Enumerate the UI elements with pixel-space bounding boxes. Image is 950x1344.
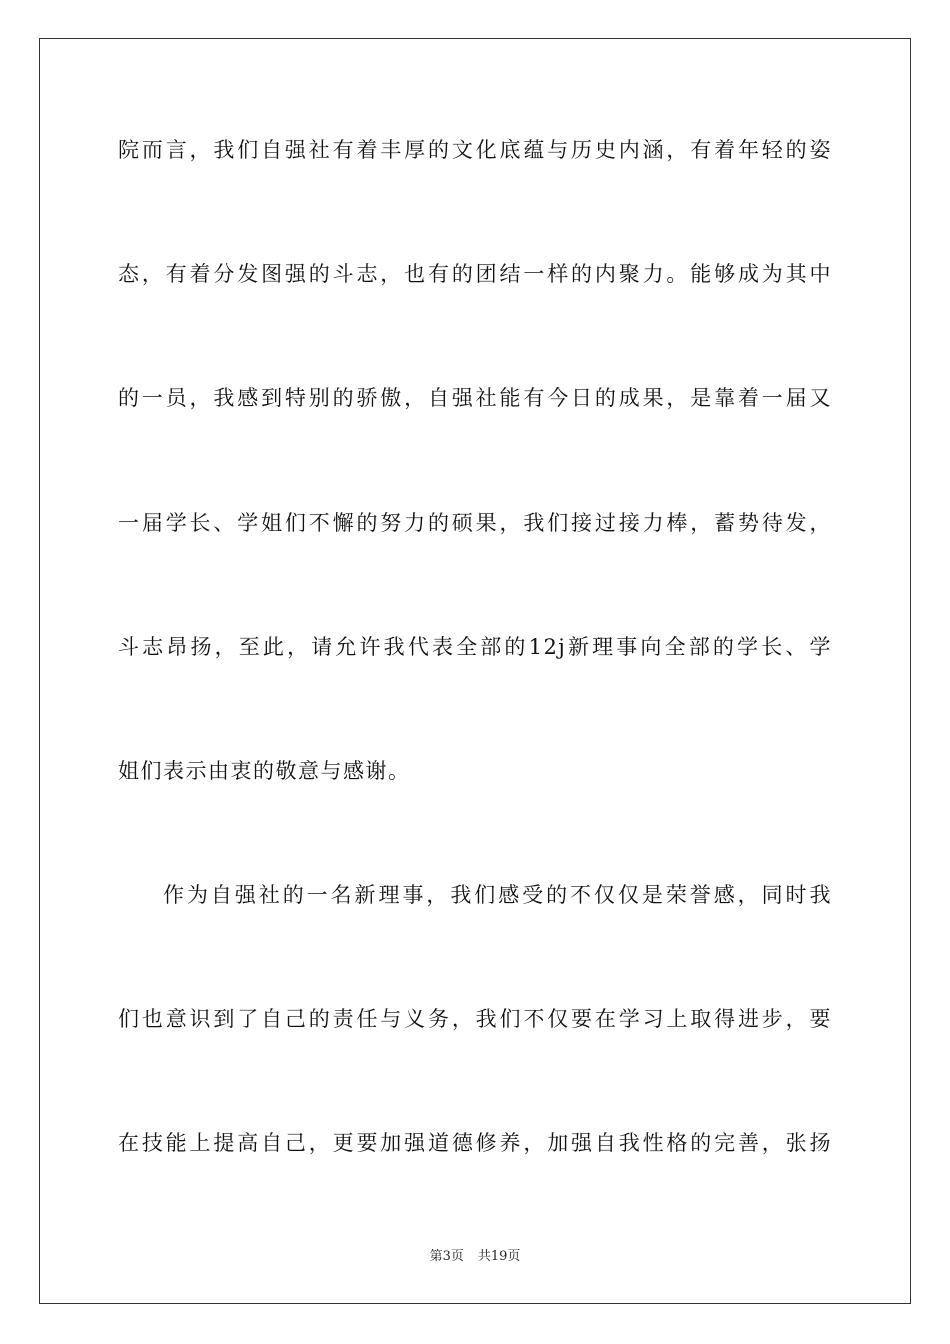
body-text-line-9: 在技能上提高自己，更要加强道德修养，加强自我性格的完善，张扬: [118, 1131, 832, 1155]
body-text-line-6: 姐们表示由衷的敬意与感谢。: [118, 759, 411, 783]
body-text-line-4: 一届学长、学姐们不懈的努力的硕果，我们接过接力棒，蓄势待发，: [118, 511, 832, 535]
page-footer: [0, 1248, 950, 1266]
page-border: [39, 38, 911, 1304]
page-number: 第3页: [429, 1249, 464, 1264]
body-text-line-3: 的一员，我感到特别的骄傲，自强社能有今日的成果，是靠着一届又: [118, 386, 832, 410]
body-text-line-5: 斗志昂扬，至此，请允许我代表全部的12j新理事向全部的学长、学: [118, 635, 832, 659]
body-text-line-2: 态，有着分发图强的斗志，也有的团结一样的内聚力。能够成为其中: [118, 262, 832, 286]
body-text-line-1: 院而言，我们自强社有着丰厚的文化底蕴与历史内涵，有着年轻的姿: [118, 138, 832, 162]
body-text-line-8: 们也意识到了自己的责任与义务，我们不仅要在学习上取得进步，要: [118, 1007, 832, 1031]
total-pages: 共19页: [477, 1249, 521, 1264]
paragraph-first-line: 作为自强社的一名新理事，我们感受的不仅仅是荣誉感，同时我: [163, 883, 832, 907]
